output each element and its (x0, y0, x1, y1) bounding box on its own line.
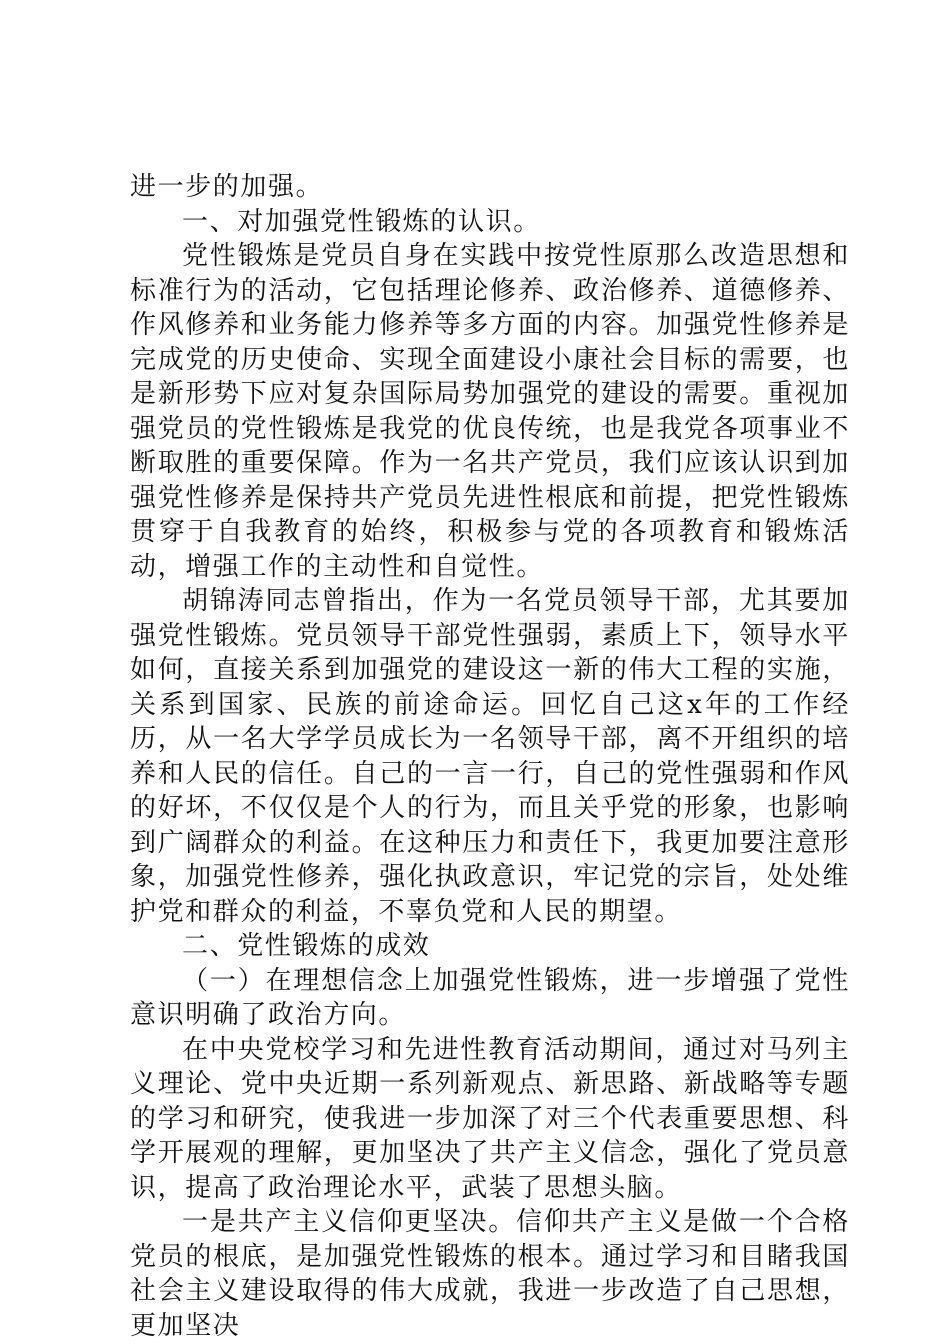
paragraph-party-school: 在中央党校学习和先进性教育活动期间，通过对马列主义理论、党中央近期一系列新观点、新思路、新战略等专题的学习和研究，使我进一步加深了对三个代表重要思想、科学开展观的理解，更加坚决了共产主义信念，强化了党员意识，提高了政治理论水平，武装了思想头脑。 (130, 1034, 850, 1203)
document-body (130, 170, 850, 1343)
section-heading-1: 一、对加强党性锻炼的认识。 (182, 206, 541, 237)
paragraph-hu-jintao: 胡锦涛同志曾指出，作为一名党员领导干部，尤其要加强党性锻炼。党员领导干部党性强弱，素质上下，领导水平如何，直接关系到加强党的建设这一新的伟大工程的实施，关系到国家、民族的前途命运。回忆自己这x年的工作经历，从一名大学学员成长为一名领导干部，离不开组织的培养和人民的信任。自己的一言一行，自己的党性强弱和作风的好坏，不仅仅是个人的行为，而且关乎党的形象，也影响到广阔群众的利益。在这种压力和责任下，我更加要注意形象，加强党性修养，强化执政意识，牢记党的宗旨，处处维护党和群众的利益，不辜负党和人民的期望。 (130, 586, 850, 927)
paragraph-party-training: 党性锻炼是党员自身在实践中按党性原那么改造思想和标准行为的活动，它包括理论修养、政治修养、道德修养、作风修养和业务能力修养等多方面的内容。加强党性修养是完成党的历史使命、实现全面建设小康社会目标的需要，也是新形势下应对复杂国际局势加强党的建设的需要。重视加强党员的党性锻炼是我党的优良传统，也是我党各项事业不断取胜的重要保障。作为一名共产党员，我们应该认识到加强党性修养是保持共产党员先进性根底和前提，把党性锻炼贯穿于自我教育的始终，积极参与党的各项教育和锻炼活动，增强工作的主动性和自觉性。 (130, 241, 850, 582)
paragraph-communist-belief: 一是共产主义信仰更坚决。信仰共产主义是做一个合格党员的根底，是加强党性锻炼的根本。通过学习和目睹我国社会主义建设取得的伟大成就，我进一步改造了自己思想，更加坚决 (130, 1207, 850, 1341)
paragraph-continuation: 进一步的加强。 (130, 172, 324, 202)
subsection-heading-1: （一）在理想信念上加强党性锻炼，进一步增强了党性意识明确了政治方向。 (130, 965, 850, 1030)
section-heading-2: 二、党性锻炼的成效 (182, 931, 431, 961)
